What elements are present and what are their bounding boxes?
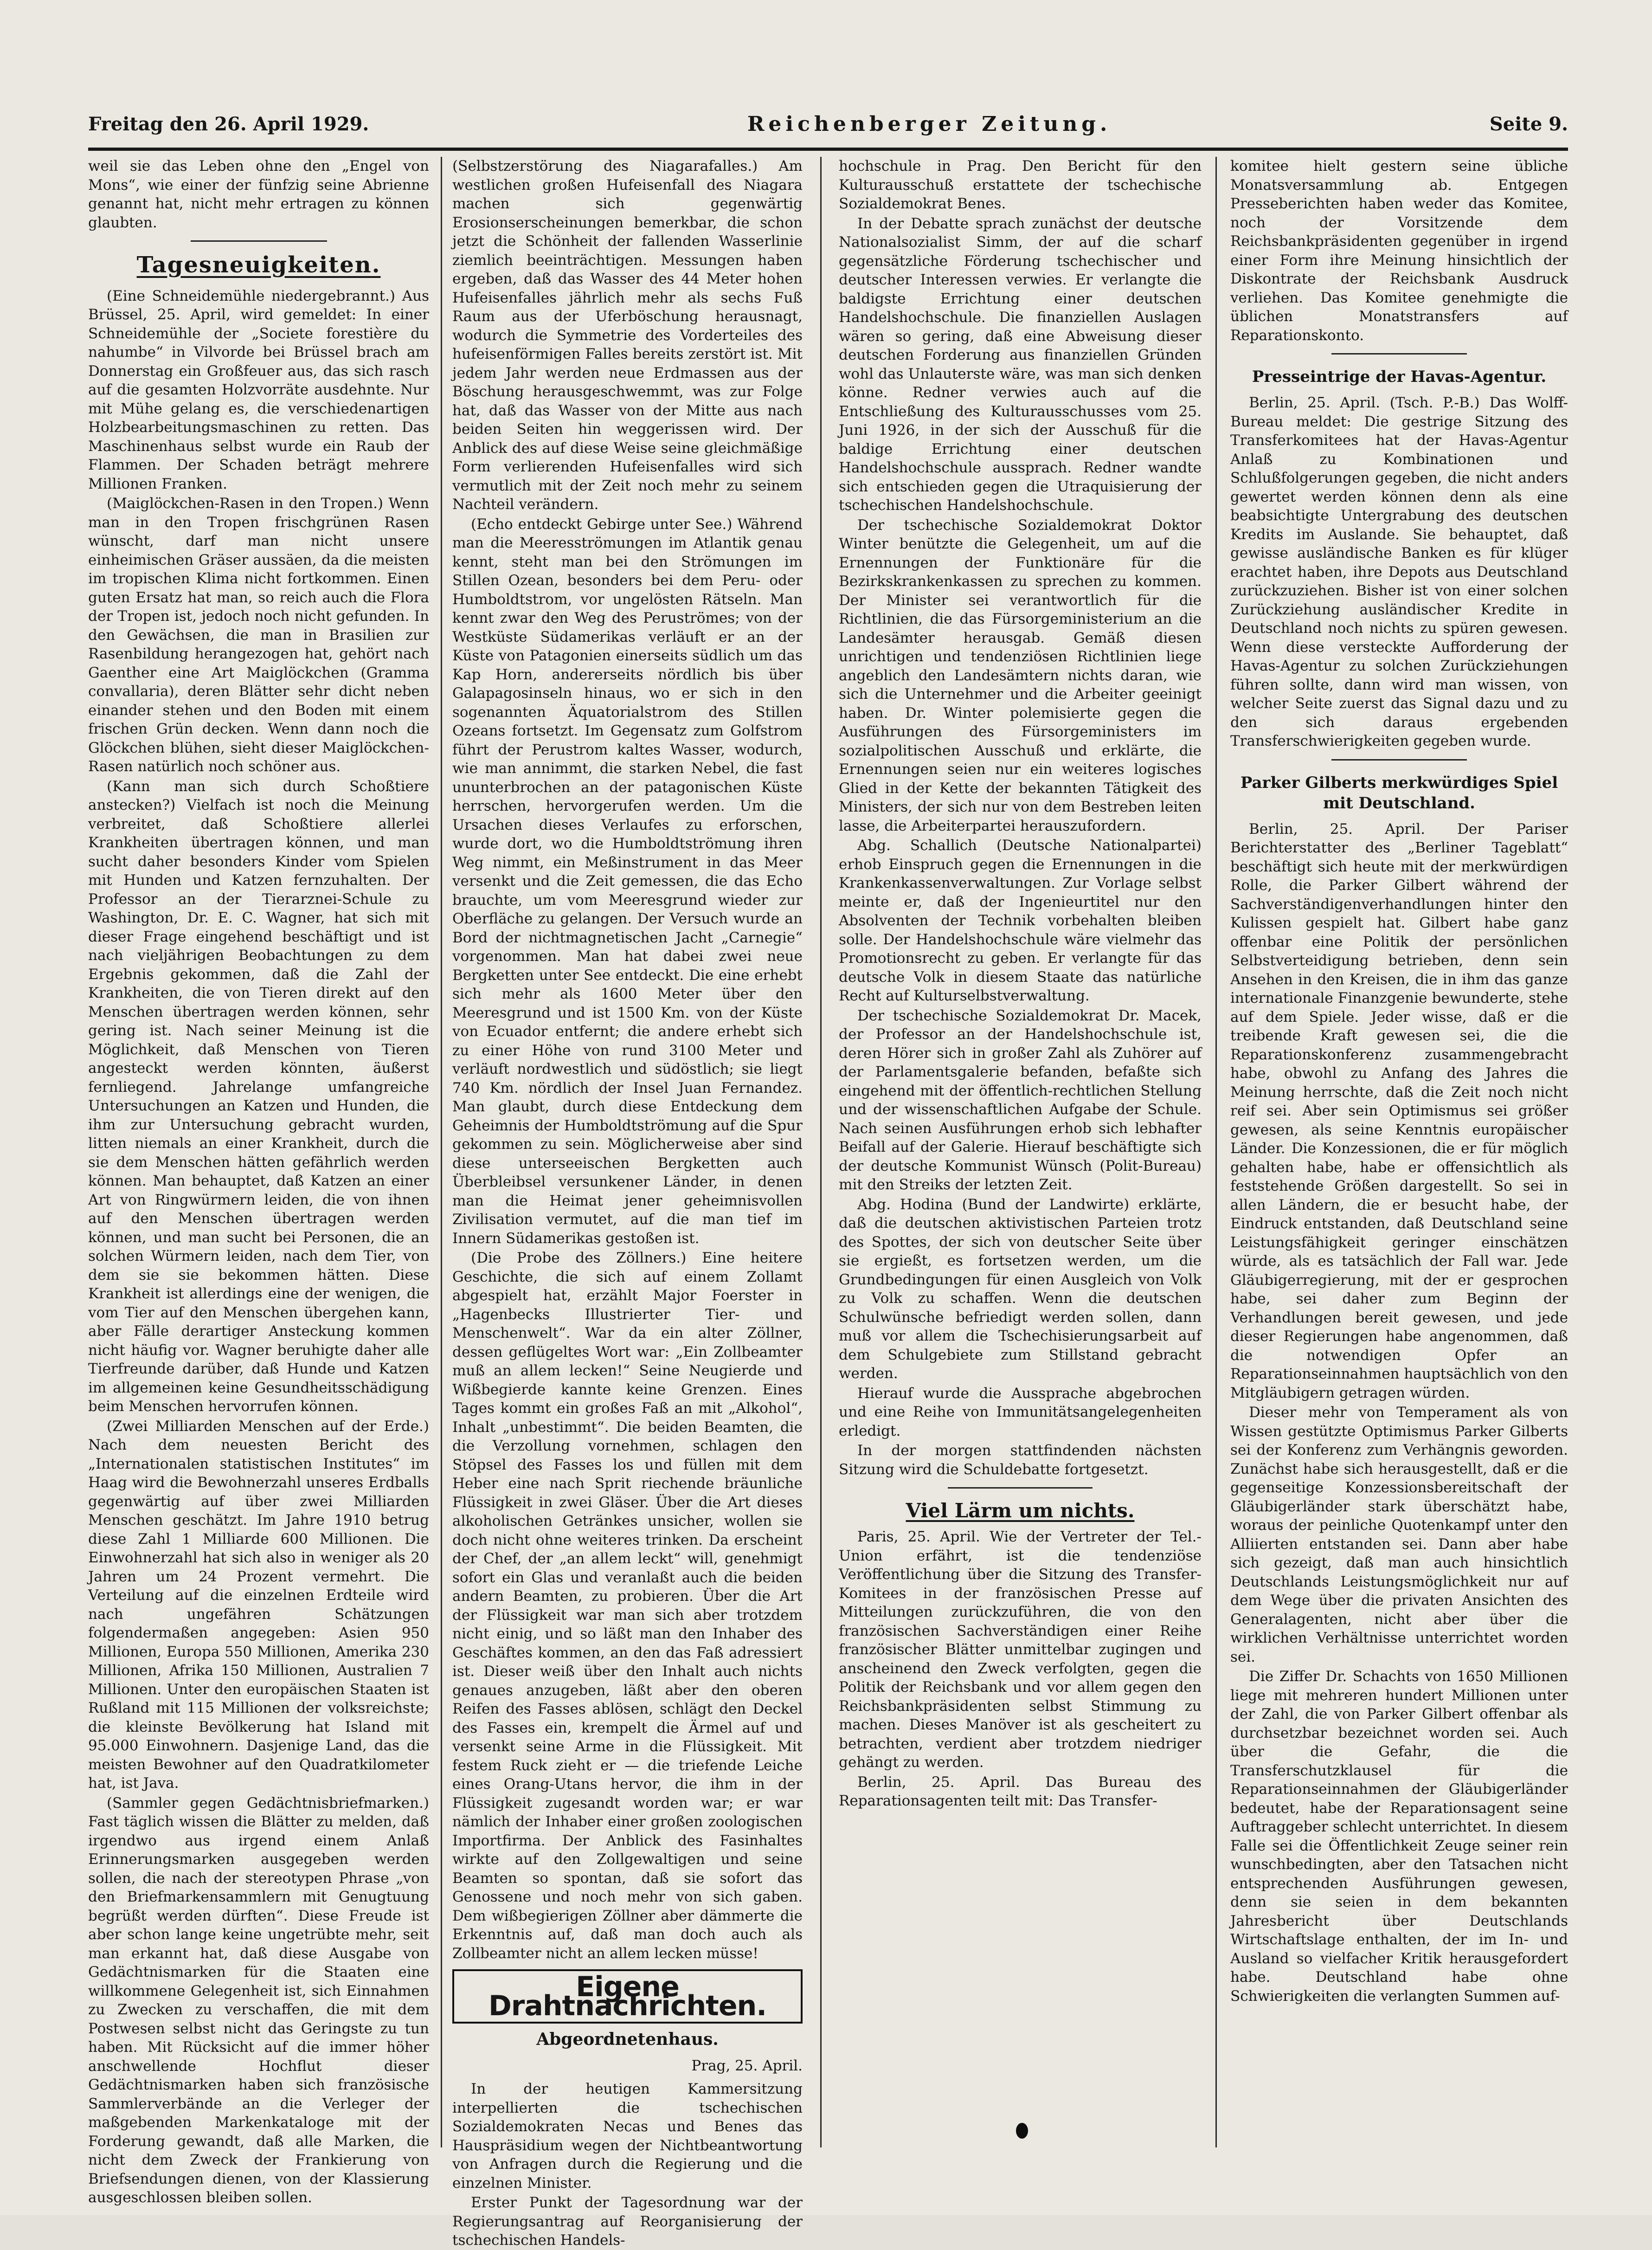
section-banner: Eigene Drahtnachrichten. [452, 1969, 803, 2024]
report-paragraph: Der tschechische Sozialdemokrat Doktor Winter benützte die Gelegenheit, um auf die Ernennungen der Funktionäre für die Bezirkskrankenkassen zu sprechen zu kommen. Der Minister sei verantwortlich für die Richtlinien, die das Fürsorgeministerium an die Landesämter herausgab. Gemäß diesen unrichtigen und tendenziösen Richtlinien liege angeblich den Landesämtern nichts daran, wie sich die Unternehmer und die Arbeiter geeinigt haben. Dr. Winter polemisierte gegen die Ausführungen des Fürsorgeministers im sozialpolitischen Ausschuß und erklärte, die Ernennungen seien nur ein weiteres logisches Glied in der Kette der bekannten Tätigkeit des Ministers, der sich nur von dem Bestreben leiten lasse, die Arbeiterpartei herauszufordern. [839, 516, 1202, 834]
column-3 [839, 157, 1202, 2152]
report-paragraph: Dieser mehr von Temperament als von Wissen gestützte Optimismus Parker Gilberts sei der Konferenz zum Verhängnis geworden. Zunächst habe sich herausgestellt, daß er die gegenseitige Konzessionsbereitschaft der Gläubigerländer stark überschätzt habe, woraus der peinliche Quotenkampf unter den Alliierten entstanden sei. Dann aber habe sich gezeigt, daß man auch hinsichtlich Deutschlands Leistungsmöglichkeit nur auf dem Wege über die privaten Ansichten des Generalagenten, nicht aber über die wirklichen Verhältnisse unterrichtet worden sei. [1230, 1404, 1568, 1665]
report-paragraph: Berlin, 25. April. (Tsch. P.-B.) Das Wolff-Bureau meldet: Die gestrige Sitzung des Transferkomitees hat der Havas-Agentur Anlaß zu Kombinationen und Schlußfolgerungen gegeben, die nicht anders gewertet werden können denn als eine beabsichtigte Untergrabung des deutschen Kredits im Auslande. Sie behauptet, daß gewisse ausländische Banken es für klüger erachtet haben, ihre Depots aus Deutschland zurückzuziehen. Bisher ist von einer solchen Zurückziehung ausländischer Kredite in Deutschland noch nichts zu spüren gewesen. Wenn diese versteckte Aufforderung der Havas-Agentur zu solchen Zurückziehungen führen sollte, dann wird man wissen, von welcher Seite zuerst das Signal dazu und zu den sich daraus ergebenden Transferschwierigkeiten gegeben wurde. [1230, 394, 1568, 749]
section-heading: Tagesneuigkeiten. [136, 252, 381, 278]
column-divider [441, 157, 442, 2147]
report-paragraph: Die Ziffer Dr. Schachts von 1650 Millionen liege mit mehreren hundert Millionen unter der Zahl, die von Parker Gilbert offenbar als durchsetzbar bezeichnet worden sei. Auch über die Gefahr, die die Transferschutzklausel für die Reparationseinnahmen der Gläubigerländer bedeutet, habe der Reparationsagent seine Auftraggeber schlecht unterrichtet. In diesem Falle sei die Öffentlichkeit Zeuge seiner rein wunschbedingten, aber den Tatsachen nicht entsprechenden Ausführungen gewesen, denn sie seien in dem bekannten Jahresbericht über Deutschlands Wirtschaftslage enthalten, der im In- und Ausland so vielfacher Kritik herausgefordert habe. Deutschland habe ohne Schwierigkeiten die verlangten Summen auf- [1230, 1668, 1568, 2005]
news-item: (Sammler gegen Gedächtnisbriefmarken.) Fast täglich wissen die Blätter zu melden, daß irgendwo aus irgend einem Anlaß Erinnerungsmarken ausgegeben werden sollen, die nach der stereotypen Phrase „von den Briefmarkensammlern mit Genugtuung begrüßt werden dürften“. Diese Freude ist aber schon lange keine ungetrübte mehr, seit man erkannt hat, daß diese Ausgabe von Gedächtnismarken für die Staaten eine willkommene Gelegenheit ist, sich Einnahmen zu Zwecken zu verschaffen, die mit dem Postwesen selbst nicht das Geringste zu tun haben. Mit Rücksicht auf die immer höher anschwellende Hochflut dieser Gedächtnismarken haben sich französische Sammlerverbände an die Verleger der maßgebenden Markenkataloge mit der Forderung gewandt, daß alle Marken, die nicht dem Zweck der Frankierung von Briefsendungen dienen, von der Klassierung ausgeschlossen bleiben sollen. [88, 1794, 429, 2206]
news-item: (Maiglöckchen-Rasen in den Tropen.) Wenn man in den Tropen frischgrünen Rasen wünscht, darf man nicht unsere einheimischen Gräser aussäen, da die meisten im tropischen Klima nicht fortkommen. Einen guten Ersatz hat man, so reich auch die Flora der Tropen ist, jedoch noch nicht gefunden. In den Gewächsen, die man in Brasilien zur Rasenbildung herangezogen hat, gehört nach Gaenther eine Art Maiglöckchen (Gramma convallaria), deren Blätter sehr dicht neben einander stehen und den Boden mit einem frischen Grün decken. Wenn dann noch die Glöckchen blühen, sieht dieser Maiglöckchen-Rasen natürlich noch schöner aus. [88, 495, 429, 775]
report-paragraph: Abg. Hodina (Bund der Landwirte) erklärte, daß die deutschen aktivistischen Parteien trotz des Spottes, der sich von deutscher Seite über sie ergießt, es fortsetzen werden, um die Grundbedingungen für einen Ausgleich von Volk zu Volk zu schaffen. Wenn die deutschen Schulwünsche befriedigt werden sollen, dann muß vor allem die Tschechisierungsarbeit auf dem Schulgebiete zum Stillstand gebracht werden. [839, 1196, 1202, 1382]
subsection-heading: Abgeordnetenhaus. [536, 2030, 719, 2049]
report-paragraph: komitee hielt gestern seine übliche Monatsversammlung ab. Entgegen Presseberichten haben weder das Komitee, noch der Vorsitzende dem Reichsbankpräsidenten gegenüber in irgend einer Form ihre Meinung hinsichtlich der Diskontrate der Reichsbank Ausdruck verliehen. Das Komitee genehmigte die üblichen Monatstransfers auf Reparationskonto. [1230, 158, 1568, 344]
column-2 [452, 157, 803, 2249]
ink-blot [1016, 2123, 1028, 2139]
separator-rule [948, 1487, 1093, 1489]
separator-rule [1331, 759, 1466, 761]
issue-date: Freitag den 26. April 1929. [88, 113, 369, 135]
report-paragraph: Abg. Schallich (Deutsche Nationalpartei) erhob Einspruch gegen die Ernennungen in die Krankenkassenverwaltungen. Zur Vorlage selbst meinte er, daß der Ingenieurtitel nur den Absolventen der Technik vorbehalten bleiben solle. Der Handelshochschule wäre vielmehr das Promotionsrecht zu geben. Er verlangte für das deutsche Volk in diesem Staate das natürliche Recht auf Kulturselbstverwaltung. [839, 837, 1202, 1004]
news-item: (Echo entdeckt Gebirge unter See.) Während man die Meeresströmungen im Atlantik genau kennt, steht man bei den Strömungen im Stillen Ozean, besonders bei dem Peru- oder Humboldtstrom, vor ungelösten Rätseln. Man kennt zwar den Weg des Peruströmes; von der Westküste Südamerikas verläuft er an der Küste von Patagonien einerseits südlich um das Kap Horn, andererseits nördlich bis über Galapagosinseln hinaus, wo er sich in den sogenannten Äquatorialstrom des Stillen Ozeans fortsetzt. Im Gegensatz zum Golfstrom führt der Perustrom kaltes Wasser, wodurch, wie man annimmt, die starken Nebel, die fast ununterbrochen an der patagonischen Küste herrschen, hervorgerufen werden. Um die Ursachen dieses Verlaufes zu erforschen, wurde dort, wo die Humboldtströmung ihren Weg nimmt, ein Meßinstrument in das Meer versenkt und die Zeit gemessen, die das Echo brauchte, um vom Meeresgrund wieder zur Oberfläche zu gelangen. Der Versuch wurde an Bord der nichtmagnetischen Jacht „Carnegie“ vorgenommen. Man hat dabei zwei neue Bergketten unter See entdeckt. Die eine erhebt sich mehr als 1600 Meter über den Meeresgrund und ist 1500 Km. von der Küste von Ecuador entfernt; die andere erhebt sich zu einer Höhe von rund 3100 Meter und verläuft nordwestlich und südöstlich; sie liegt 740 Km. nördlich der Insel Juan Fernandez. Man glaubt, durch diese Entdeckung dem Geheimnis der Humboldtströmung auf die Spur gekommen zu sein. Möglicherweise aber sind diese unterseeischen Bergketten auch Überbleibsel versunkener Länder, in denen man die Heimat jener geheimnisvollen Zivilisation vermutet, auf die man tief im Innern Südamerikas gestoßen ist. [452, 516, 803, 1247]
column-1 [88, 157, 429, 2206]
news-item: (Die Probe des Zöllners.) Eine heitere Geschichte, die sich auf einem Zollamt abgespielt hat, erzählt Major Foerster in „Hagenbecks Illustrierter Tier- und Menschenwelt“. War da ein alter Zöllner, dessen geflügeltes Wort war: „Ein Zollbeamter muß an allem lecken!“ Seine Neugierde und Wißbegierde kannte keine Grenzen. Eines Tages kommt ein großes Faß an mit „Alkohol“, Inhalt „unbestimmt“. Die beiden Beamten, die die Verzollung vornehmen, schlagen den Stöpsel des Fasses los und füllen mit dem Heber eine nach Sprit riechende bräunliche Flüssigkeit in zwei Gläser. Über die Art dieses alkoholischen Getränkes unsicher, wollen sie doch nicht ohne weiteres trinken. Da erscheint der Chef, der „an allem leckt“ will, genehmigt sofort ein Glas und veranlaßt auch die beiden andern Beamten, zu probieren. Über die Art der Flüssigkeit war man sich aber trotzdem nicht einig, und so läßt man den Inhaber des Geschäftes kommen, an den das Faß adressiert ist. Dieser weiß über den Inhalt auch nichts genaues anzugeben, läßt aber den oberen Reifen des Fasses ablösen, schlägt den Deckel des Fasses ein, krempelt die Ärmel auf und versenkt seine Arme in die Flüssigkeit. Mit festem Ruck zieht er — die triefende Leiche eines Orang-Utans hervor, die ihm in der Flüssigkeit zugesandt worden war; er war nämlich der Inhaber einer großen zoologischen Importfirma. Der Anblick des Fasinhaltes wirkte auf den Zollgewaltigen und seine Beamten so spontan, daß sie sofort das Genossene und noch mehr von sich gaben. Dem wißbegierigen Zöllner aber dämmerte die Erkenntnis auf, daß man doch auch als Zollbeamter nicht an allem lecken müsse! [452, 1250, 803, 1962]
news-item: (Kann man sich durch Schoßtiere anstecken?) Vielfach ist noch die Meinung verbreitet, daß Schoßtiere allerlei Krankheiten übertragen können, und man sucht daher besonders Kinder vom Spielen mit Hunden und Katzen fernzuhalten. Der Professor an der Tierarznei-Schule zu Washington, Dr. E. C. Wagner, hat sich mit dieser Frage eingehend beschäftigt und ist nach vieljährigen Beobachtungen zu dem Ergebnis gekommen, daß die Zahl der Krankheiten, die von Tieren direkt auf den Menschen übertragen werden können, sehr gering ist. Nach seiner Meinung ist die Möglichkeit, daß Menschen von Tieren angesteckt werden könnten, äußerst fernliegend. Jahrelange umfangreiche Untersuchungen an Katzen und Hunden, die ihm zur Untersuchung gebracht wurden, litten niemals an einer Krankheit, durch die sie dem Menschen hätten gefährlich werden können. Man behauptet, daß Katzen an einer Art von Ringwürmern leiden, die von ihnen auf den Menschen übertragen werden können, und man sucht bei Personen, die an solchen Würmern leiden, nach dem Tier, von dem sie sie bekommen hätten. Diese Krankheit ist allerdings eine der wenigen, die vom Tier auf den Menschen übergehen kann, aber Fälle derartiger Ansteckung kommen nicht häufig vor. Wagner beruhigte daher alle Tierfreunde darüber, daß Hunde und Katzen im allgemeinen keine Gesundheitsschädigung beim Menschen hervorrufen können. [88, 778, 429, 1415]
header-rule [88, 148, 1568, 151]
report-paragraph: In der Debatte sprach zunächst der deutsche Nationalsozialist Simm, der auf die scharf gegensätzliche Förderung tschechischer und deutscher Interessen verwies. Er verlangte die baldigste Errichtung einer deutschen Handelshochschule. Die finanziellen Auslagen wären so gering, daß eine Abweisung dieser deutschen Forderung aus finanziellen Gründen wohl das Unlauterste wäre, was man sich denken könne. Redner verwies auch auf die Entschließung des Kulturausschusses vom 25. Juni 1926, in der sich der Ausschuß für die baldige Errichtung einer deutschen Handelshochschule aussprach. Redner wandte sich entschieden gegen die Utraquisierung der tschechischen Handelshochschule. [839, 215, 1202, 514]
news-item: (Selbstzerstörung des Niagarafalles.) Am westlichen großen Hufeisenfall des Niagara machen sich gegenwärtig Erosionserscheinungen bemerkbar, die schon jetzt die Schönheit der fallenden Wasserlinie ziemlich beeinträchtigen. Messungen haben ergeben, daß das Wasser des 44 Meter hohen Hufeisenfalles jährlich mehr als sechs Fuß Raum aus der Uferböschung herausnagt, wodurch die Symmetrie des Vorderteiles des hufeisenförmigen Falles bereits zerstört ist. Mit jedem Jahr werden neue Erdmassen aus der Böschung herausgeschwemmt, was zur Folge hat, daß das Wasser von der Mitte aus nach beiden Seiten hin weggerissen wird. Der Anblick des auf diese Weise seine gleichmäßige Form verlierenden Hufeisenfalles wird sich vermutlich mit der Zeit noch mehr zu seinem Nachteil verändern. [452, 158, 803, 513]
column-divider [820, 157, 822, 2147]
report-paragraph: Paris, 25. April. Wie der Vertreter der Tel.-Union erfährt, ist die tendenziöse Veröffentlichung über die Sitzung des Transfer-Komitees in der französischen Presse auf Mitteilungen zurückzuführen, die von den französischen Sachverständigen einer Reihe französischer Blätter unmittelbar zugingen und anscheinend den Zweck verfolgten, gegen die Politik der Reichsbank und vor allem gegen den Reichsbankpräsidenten selbst Stimmung zu machen. Dieses Manöver ist als gescheitert zu betrachten, verdient aber trotzdem niedriger gehängt zu werden. [839, 1528, 1202, 1771]
dateline: Prag, 25. April. [691, 2057, 803, 2074]
page-number: Seite 9. [1489, 113, 1568, 135]
article-continuation: weil sie das Leben ohne den „Engel von Mons“, wie einer der fünfzig seine Abrienne genannt hat, nicht mehr ertragen zu können glaubten. [88, 158, 429, 231]
report-paragraph: Berlin, 25. April. Das Bureau des Reparationsagenten teilt mit: Das Transfer- [839, 1773, 1202, 1809]
column-divider [1215, 157, 1217, 2147]
newspaper-title: Reichenberger Zeitung. [747, 112, 1112, 136]
news-item: (Zwei Milliarden Menschen auf der Erde.) Nach dem neuesten Bericht des „Internationalen statistischen Institutes“ im Haag wird die Bewohnerzahl unseres Erdballs gegenwärtig auf über zwei Milliarden Menschen geschätzt. Im Jahre 1910 betrug diese Zahl 1 Milliarde 600 Millionen. Die Einwohnerzahl hat sich also in weniger als 20 Jahren um 24 Prozent vermehrt. Die Verteilung auf die einzelnen Erdteile wird nach ungefähren Schätzungen folgendermaßen angegeben: Asien 950 Millionen, Europa 550 Millionen, Amerika 230 Millionen, Afrika 150 Millionen, Australien 7 Millionen. Unter den europäischen Staaten ist Rußland mit 115 Millionen der volksreichste; die kleinste Bevölkerung hat Island mit 95.000 Einwohnern. Dasjenige Land, das die meisten Bewohner auf den Quadratkilometer hat, ist Java. [88, 1418, 429, 1792]
article-headline: Presseintrige der Havas-Agentur. [1252, 367, 1547, 386]
report-paragraph: Der tschechische Sozialdemokrat Dr. Macek, der Professor an der Handelshochschule ist, deren Hörer sich in großer Zahl als Zuhörer auf der Parlamentsgalerie befanden, befaßte sich eingehend mit der öffentlich-rechtlichen Stellung und der wissenschaftlichen Aufgabe der Schule. Nach seinen Ausführungen erhob sich lebhafter Beifall auf der Galerie. Hierauf beschäftigte sich der deutsche Kommunist Wünsch (Polit-Bureau) mit den Streiks der letzten Zeit. [839, 1007, 1202, 1193]
separator-rule [1331, 353, 1466, 355]
article-headline: Viel Lärm um nichts. [906, 1499, 1135, 1522]
running-head [88, 108, 1568, 140]
column-4 [1230, 157, 1568, 2152]
news-item: (Eine Schneidemühle niedergebrannt.) Aus Brüssel, 25. April, wird gemeldet: In einer Schneidemühle der „Societe forestière du nahumbe“ in Vilvorde bei Brüssel brach am Donnerstag ein Großfeuer aus, das sich rasch auf die gesamten Holzvorräte ausdehnte. Nur mit Mühe gelang es, die verschiedenartigen Holzbearbeitungsmaschinen zu retten. Das Maschinenhaus selbst wurde ein Raub der Flammen. Der Schaden beträgt mehrere Millionen Franken. [88, 287, 429, 492]
report-paragraph: In der morgen stattfindenden nächsten Sitzung wird die Schuldebatte fortgesetzt. [839, 1442, 1202, 1478]
report-paragraph: Erster Punkt der Tagesordnung war der Regierungsantrag auf Reorganisierung der tschechischen Handels- [452, 2194, 803, 2249]
report-paragraph: hochschule in Prag. Den Bericht für den Kulturausschuß erstattete der tschechische Sozialdemokrat Benes. [839, 158, 1202, 212]
article-headline: Parker Gilberts merkwürdiges Spiel mit Deutschland. [1240, 773, 1558, 812]
report-paragraph: Hierauf wurde die Aussprache abgebrochen und eine Reihe von Immunitätsangelegenheiten erledigt. [839, 1385, 1202, 1439]
report-paragraph: In der heutigen Kammersitzung interpellierten die tschechischen Sozialdemokraten Necas und Benes das Hauspräsidium wegen der Nichtbeantwortung von Anfragen durch die Regierung und die einzelnen Minister. [452, 2081, 803, 2192]
report-paragraph: Berlin, 25. April. Der Pariser Berichterstatter des „Berliner Tageblatt“ beschäftigt sich heute mit der merkwürdigen Rolle, die Parker Gilbert während der Sachverständigenverhandlungen hinter den Kulissen gespielt hat. Gilbert habe ganz offenbar eine Politik der persönlichen Selbstverteidigung betrieben, denn sein Ansehen in den Kreisen, die in ihm das ganze internationale Finanzgenie bewunderte, stehe auf dem Spiele. Jeder wisse, daß er die treibende Kraft gewesen sei, die die Reparationskonferenz zusammengebracht habe, obwohl zu Anfang des Jahres die Meinung herrschte, daß die Zeit noch nicht reif sei. Aber sein Optimismus sei größer gewesen, als seine Kenntnis europäischer Länder. Die Konzessionen, die er für möglich gehalten habe, habe er offensichtlich als feststehende Größen dargestellt. So sei in allen Ländern, die er besucht habe, der Eindruck entstanden, daß Deutschland seine Leistungsfähigkeit geringer einschätzen würde, als es tatsächlich der Fall war. Jede Gläubigerregierung, mit der er gesprochen habe, sei daher zum Beginn der Verhandlungen bereit gewesen, und jede dieser Regierungen habe angenommen, daß die notwendigen Opfer an Reparationseinnahmen hauptsächlich von den Mitgläubigern getragen würden. [1230, 820, 1568, 1401]
separator-rule [191, 240, 327, 242]
